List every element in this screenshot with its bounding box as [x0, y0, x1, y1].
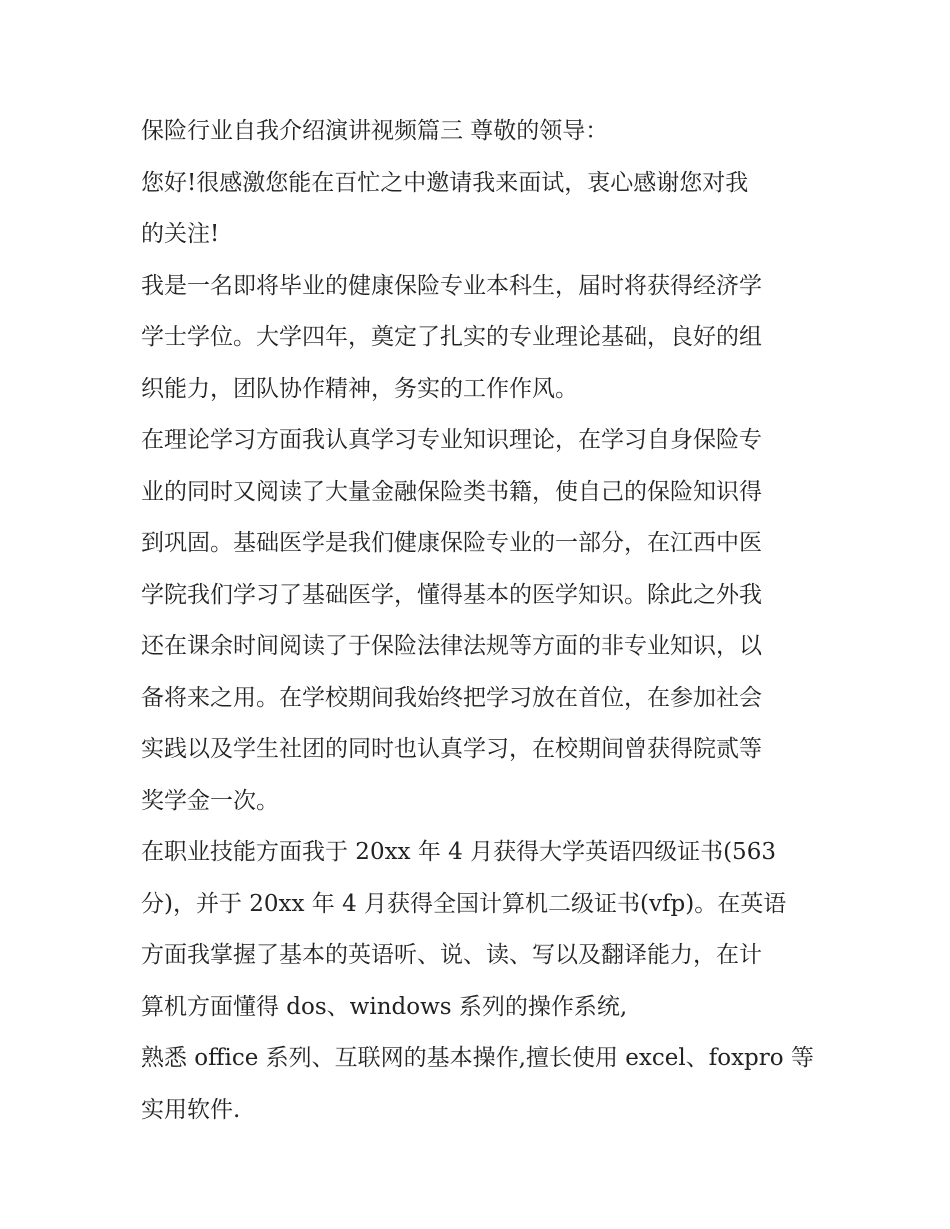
paragraph-skills [141, 827, 821, 1033]
text-line: 学院我们学习了基础医学，懂得基本的医学知识。除此之外我 [141, 581, 762, 608]
text-line: 还在课余时间阅读了于保险法律法规等方面的非专业知识，以 [141, 633, 762, 659]
text-line: 您好!很感激您能在百忙之中邀请我来面试，衷心感谢您对我 [141, 169, 749, 196]
text-line: 方面我掌握了基本的英语听、说、读、写以及翻译能力，在计 [141, 942, 762, 968]
text-line: 在理论学习方面我认真学习专业知识理论，在学习自身保险专 [141, 427, 762, 453]
text-line: 到巩固。基础医学是我们健康保险专业的一部分，在江西中医 [141, 530, 762, 556]
text-line: 算机方面懂得 dos、windows 系列的操作系统, [141, 993, 628, 1020]
text-line: 保险行业自我介绍演讲视频篇三 尊敬的领导： [141, 118, 609, 144]
paragraph-software [141, 1033, 821, 1136]
text-line: 实践以及学生社团的同时也认真学习，在校期间曾获得院贰等 [141, 736, 762, 762]
text-line: 备将来之用。在学校期间我始终把学习放在首位，在参加社会 [141, 684, 762, 711]
text-line: 在职业技能方面我于 20xx 年 4 月获得大学英语四级证书(563 [141, 839, 776, 865]
paragraph-study [141, 415, 821, 827]
text-line: 业的同时又阅读了大量金融保险类书籍，使自己的保险知识得 [141, 478, 762, 505]
paragraph-introduction [141, 261, 821, 416]
text-line: 织能力，团队协作精神，务实的工作作风。 [141, 375, 578, 402]
text-line: 熟悉 office 系列、互联网的基本操作,擅长使用 excel、foxpro 等 [141, 1045, 814, 1071]
text-line: 分)，并于 20xx 年 4 月获得全国计算机二级证书(vfp)。在英语 [141, 890, 787, 917]
text-line: 的关注! [141, 221, 220, 247]
text-line: 学士学位。大学四年，奠定了扎实的专业理论基础，良好的组 [141, 324, 762, 350]
text-line: 奖学金一次。 [141, 787, 279, 814]
text-line: 我是一名即将毕业的健康保险专业本科生，届时将获得经济学 [141, 272, 762, 299]
paragraph-greeting [141, 158, 821, 261]
paragraph-title [141, 106, 821, 158]
document-body [141, 106, 821, 1136]
text-line: 实用软件. [141, 1096, 241, 1123]
